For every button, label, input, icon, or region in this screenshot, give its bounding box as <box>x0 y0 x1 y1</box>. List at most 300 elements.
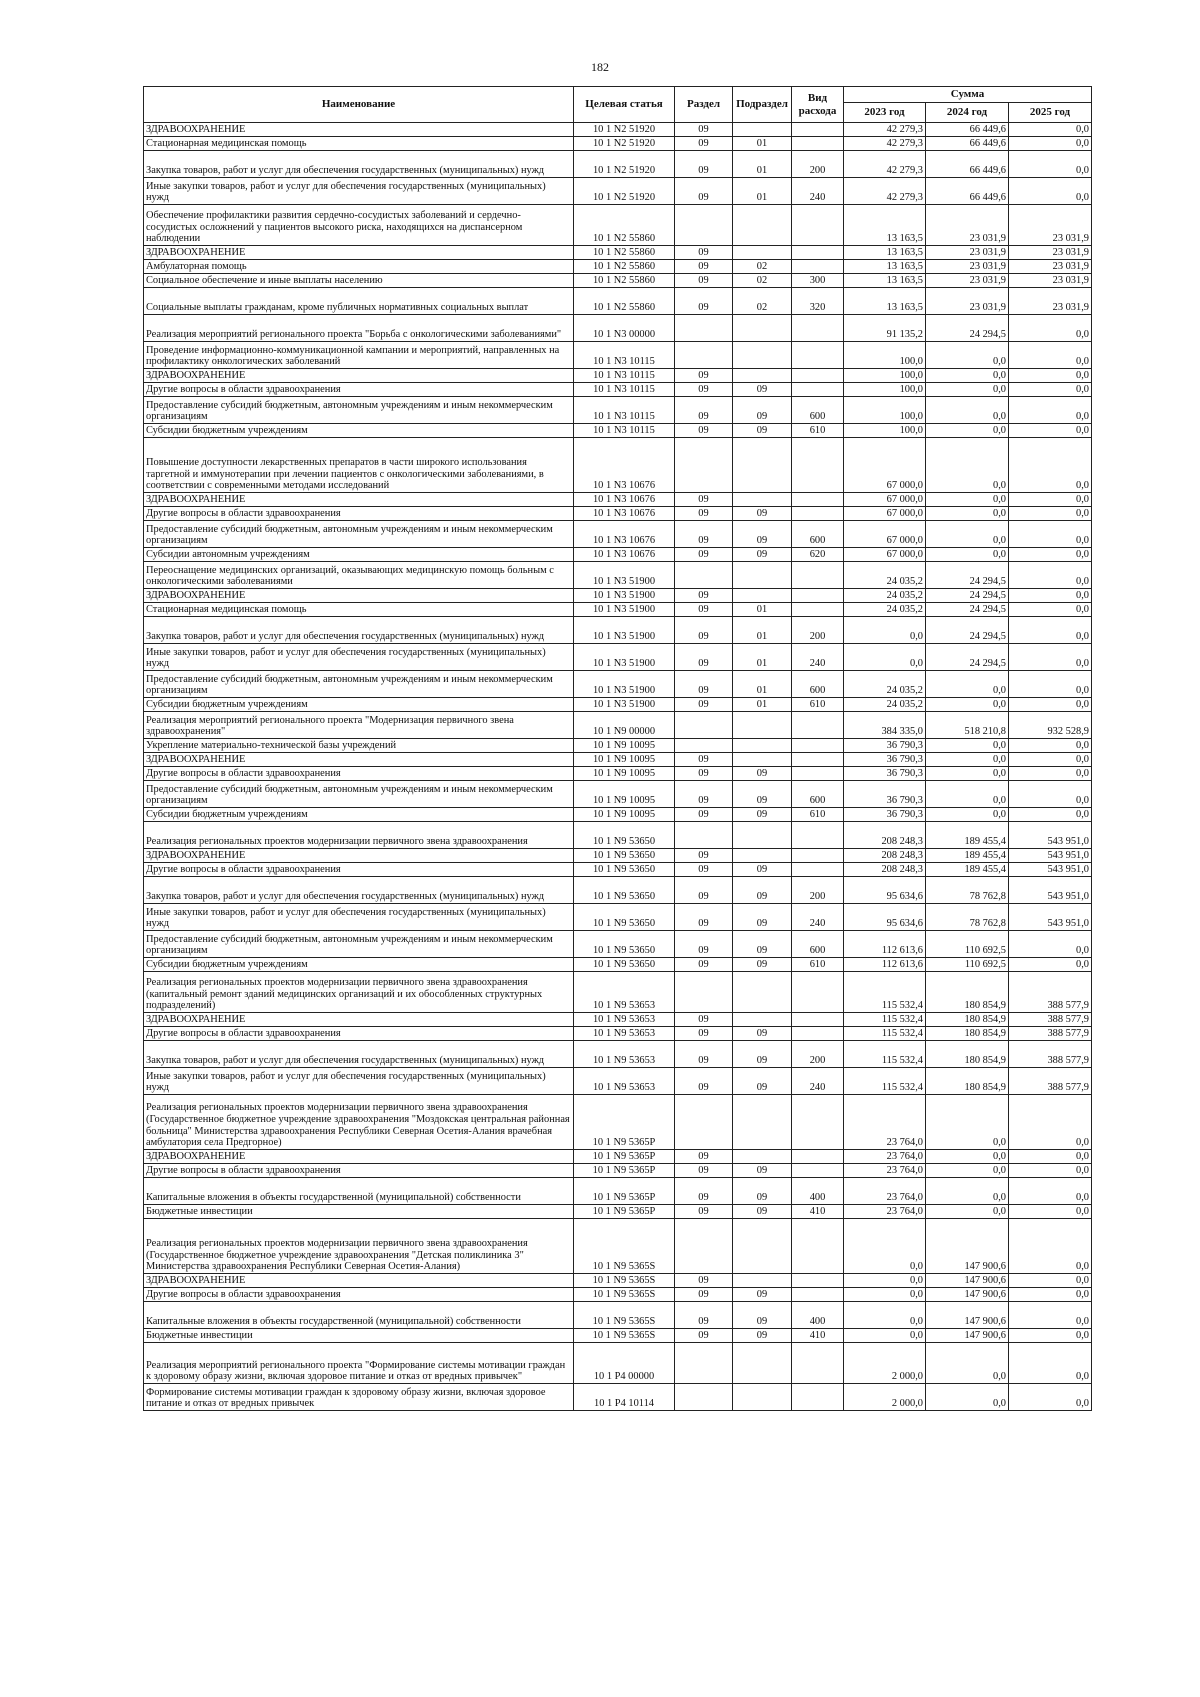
row-amount-2023: 0,0 <box>844 1219 926 1274</box>
row-target-code: 10 1 N9 53653 <box>574 1068 675 1095</box>
row-subsection <box>733 1343 792 1384</box>
row-section: 09 <box>675 507 733 521</box>
row-expense-type <box>792 1343 844 1384</box>
row-amount-2023: 208 248,3 <box>844 822 926 849</box>
header-2023: 2023 год <box>844 103 926 123</box>
row-amount-2024: 0,0 <box>926 698 1009 712</box>
row-section <box>675 1343 733 1384</box>
row-subsection <box>733 369 792 383</box>
row-amount-2023: 36 790,3 <box>844 808 926 822</box>
row-amount-2024: 189 455,4 <box>926 849 1009 863</box>
row-section: 09 <box>675 548 733 562</box>
row-expense-type <box>792 753 844 767</box>
row-amount-2024: 0,0 <box>926 521 1009 548</box>
row-target-code: 10 1 N9 53650 <box>574 849 675 863</box>
row-name: Другие вопросы в области здравоохранения <box>144 1027 574 1041</box>
header-name: Наименование <box>144 87 574 123</box>
row-amount-2023: 23 764,0 <box>844 1150 926 1164</box>
row-amount-2025: 0,0 <box>1009 1150 1092 1164</box>
table-row <box>144 315 1092 342</box>
row-amount-2025: 0,0 <box>1009 424 1092 438</box>
row-amount-2025: 0,0 <box>1009 644 1092 671</box>
row-expense-type <box>792 1288 844 1302</box>
row-target-code: 10 1 N3 10115 <box>574 424 675 438</box>
row-name: Иные закупки товаров, работ и услуг для обеспечения государственных (муниципальных) нужд <box>144 644 574 671</box>
row-target-code: 10 1 N2 51920 <box>574 151 675 178</box>
row-subsection: 09 <box>733 904 792 931</box>
row-target-code: 10 1 N9 10095 <box>574 767 675 781</box>
row-section: 09 <box>675 1274 733 1288</box>
row-subsection: 09 <box>733 808 792 822</box>
table-row <box>144 1288 1092 1302</box>
row-amount-2023: 23 764,0 <box>844 1178 926 1205</box>
row-amount-2025: 0,0 <box>1009 562 1092 589</box>
row-name: Формирование системы мотивации граждан к здоровому образу жизни, включая здоровое питание и отказ от вредных привычек <box>144 1384 574 1411</box>
row-subsection: 09 <box>733 507 792 521</box>
row-amount-2023: 208 248,3 <box>844 849 926 863</box>
row-expense-type: 240 <box>792 178 844 205</box>
row-target-code: 10 1 N9 5365S <box>574 1274 675 1288</box>
row-subsection <box>733 972 792 1013</box>
row-amount-2025: 543 951,0 <box>1009 849 1092 863</box>
row-subsection: 09 <box>733 877 792 904</box>
row-amount-2024: 0,0 <box>926 808 1009 822</box>
row-target-code: 10 1 N2 55860 <box>574 274 675 288</box>
row-amount-2024: 147 900,6 <box>926 1274 1009 1288</box>
table-row <box>144 931 1092 958</box>
row-amount-2023: 115 532,4 <box>844 1041 926 1068</box>
table-row <box>144 288 1092 315</box>
row-amount-2024: 24 294,5 <box>926 644 1009 671</box>
row-section: 09 <box>675 617 733 644</box>
row-section: 09 <box>675 1288 733 1302</box>
row-name: ЗДРАВООХРАНЕНИЕ <box>144 493 574 507</box>
row-amount-2025: 932 528,9 <box>1009 712 1092 739</box>
row-amount-2023: 67 000,0 <box>844 493 926 507</box>
row-name: Другие вопросы в области здравоохранения <box>144 383 574 397</box>
row-amount-2024: 78 762,8 <box>926 877 1009 904</box>
row-expense-type <box>792 1095 844 1150</box>
row-amount-2023: 2 000,0 <box>844 1343 926 1384</box>
row-name: Реализация мероприятий регионального проекта "Борьба с онкологическими заболеваниями" <box>144 315 574 342</box>
row-amount-2024: 180 854,9 <box>926 1013 1009 1027</box>
row-expense-type <box>792 315 844 342</box>
row-amount-2025: 543 951,0 <box>1009 822 1092 849</box>
row-amount-2024: 0,0 <box>926 397 1009 424</box>
row-amount-2023: 115 532,4 <box>844 1027 926 1041</box>
row-target-code: 10 1 N9 53653 <box>574 1027 675 1041</box>
row-amount-2023: 24 035,2 <box>844 603 926 617</box>
row-name: Закупка товаров, работ и услуг для обеспечения государственных (муниципальных) нужд <box>144 151 574 178</box>
row-amount-2023: 13 163,5 <box>844 274 926 288</box>
row-name: Другие вопросы в области здравоохранения <box>144 1288 574 1302</box>
row-subsection <box>733 562 792 589</box>
row-amount-2025: 0,0 <box>1009 767 1092 781</box>
row-amount-2024: 78 762,8 <box>926 904 1009 931</box>
row-target-code: 10 1 N3 10676 <box>574 521 675 548</box>
row-subsection <box>733 1013 792 1027</box>
table-body <box>144 123 1092 1411</box>
row-amount-2025: 0,0 <box>1009 1095 1092 1150</box>
row-name: Стационарная медицинская помощь <box>144 137 574 151</box>
row-amount-2025: 0,0 <box>1009 1205 1092 1219</box>
row-subsection: 02 <box>733 260 792 274</box>
row-section: 09 <box>675 383 733 397</box>
row-section <box>675 562 733 589</box>
row-expense-type <box>792 712 844 739</box>
row-amount-2024: 0,0 <box>926 342 1009 369</box>
row-subsection: 09 <box>733 548 792 562</box>
row-amount-2024: 189 455,4 <box>926 822 1009 849</box>
row-amount-2025: 0,0 <box>1009 589 1092 603</box>
row-name: Реализация мероприятий регионального проекта "Формирование системы мотивации граждан к здоровому образу жизни, включая здоровое питание и отказ от вредных привычек" <box>144 1343 574 1384</box>
row-name: Субсидии бюджетным учреждениям <box>144 698 574 712</box>
row-subsection <box>733 1219 792 1274</box>
row-expense-type: 200 <box>792 617 844 644</box>
row-name: Реализация региональных проектов модернизации первичного звена здравоохранения (капитальный ремонт зданий медицинских организаций и их обособленных структурных подразделений) <box>144 972 574 1013</box>
row-amount-2024: 0,0 <box>926 383 1009 397</box>
row-target-code: 10 1 N3 10676 <box>574 507 675 521</box>
row-subsection: 09 <box>733 521 792 548</box>
row-expense-type <box>792 589 844 603</box>
row-amount-2025: 0,0 <box>1009 369 1092 383</box>
table-row <box>144 767 1092 781</box>
row-target-code: 10 1 N3 51900 <box>574 698 675 712</box>
row-subsection: 09 <box>733 958 792 972</box>
row-amount-2025: 388 577,9 <box>1009 1013 1092 1027</box>
row-name: ЗДРАВООХРАНЕНИЕ <box>144 369 574 383</box>
row-expense-type <box>792 1013 844 1027</box>
row-amount-2023: 67 000,0 <box>844 507 926 521</box>
row-section: 09 <box>675 521 733 548</box>
row-subsection: 09 <box>733 1178 792 1205</box>
row-amount-2024: 180 854,9 <box>926 1027 1009 1041</box>
row-amount-2024: 0,0 <box>926 493 1009 507</box>
row-amount-2025: 0,0 <box>1009 315 1092 342</box>
table-row <box>144 397 1092 424</box>
row-amount-2024: 147 900,6 <box>926 1219 1009 1274</box>
row-target-code: 10 1 N3 10115 <box>574 397 675 424</box>
row-name: Субсидии бюджетным учреждениям <box>144 958 574 972</box>
row-expense-type: 400 <box>792 1178 844 1205</box>
row-section <box>675 822 733 849</box>
row-expense-type: 200 <box>792 151 844 178</box>
row-amount-2023: 23 764,0 <box>844 1164 926 1178</box>
row-target-code: 10 1 N9 53653 <box>574 1041 675 1068</box>
row-section: 09 <box>675 1302 733 1329</box>
budget-table <box>143 86 1092 1411</box>
row-expense-type <box>792 1164 844 1178</box>
row-expense-type <box>792 1384 844 1411</box>
table-row <box>144 438 1092 493</box>
row-target-code: 10 1 N3 51900 <box>574 617 675 644</box>
row-amount-2025: 0,0 <box>1009 603 1092 617</box>
row-amount-2024: 24 294,5 <box>926 617 1009 644</box>
row-subsection <box>733 712 792 739</box>
row-subsection: 01 <box>733 178 792 205</box>
row-expense-type: 410 <box>792 1329 844 1343</box>
row-amount-2025: 388 577,9 <box>1009 972 1092 1013</box>
table-row <box>144 178 1092 205</box>
row-amount-2024: 0,0 <box>926 781 1009 808</box>
row-amount-2023: 0,0 <box>844 1329 926 1343</box>
row-name: Иные закупки товаров, работ и услуг для обеспечения государственных (муниципальных) нужд <box>144 904 574 931</box>
row-name: Другие вопросы в области здравоохранения <box>144 863 574 877</box>
row-target-code: 10 1 N9 5365P <box>574 1178 675 1205</box>
row-section <box>675 1219 733 1274</box>
row-subsection: 09 <box>733 1302 792 1329</box>
row-target-code: 10 1 N2 55860 <box>574 260 675 274</box>
table-row <box>144 1219 1092 1274</box>
row-amount-2024: 0,0 <box>926 671 1009 698</box>
row-expense-type <box>792 369 844 383</box>
row-target-code: 10 1 N9 53650 <box>574 931 675 958</box>
table-row <box>144 822 1092 849</box>
row-target-code: 10 1 P4 00000 <box>574 1343 675 1384</box>
row-section: 09 <box>675 1013 733 1027</box>
row-expense-type <box>792 383 844 397</box>
row-subsection <box>733 822 792 849</box>
row-amount-2023: 42 279,3 <box>844 137 926 151</box>
row-name: Переоснащение медицинских организаций, оказывающих медицинскую помощь больным с онкологическими заболеваниями <box>144 562 574 589</box>
row-section: 09 <box>675 904 733 931</box>
row-name: Реализация региональных проектов модернизации первичного звена здравоохранения (Государственное бюджетное учреждение здравоохранения "Детская поликлиника 3" Министерства здравоохранения Республики Северная Осетия-Алания) <box>144 1219 574 1274</box>
row-subsection: 09 <box>733 767 792 781</box>
row-target-code: 10 1 N2 51920 <box>574 123 675 137</box>
row-target-code: 10 1 N9 53653 <box>574 1013 675 1027</box>
row-subsection <box>733 739 792 753</box>
row-name: ЗДРАВООХРАНЕНИЕ <box>144 1013 574 1027</box>
row-amount-2023: 115 532,4 <box>844 972 926 1013</box>
row-expense-type: 600 <box>792 521 844 548</box>
row-amount-2024: 24 294,5 <box>926 589 1009 603</box>
row-expense-type <box>792 972 844 1013</box>
row-amount-2023: 13 163,5 <box>844 288 926 315</box>
row-amount-2025: 23 031,9 <box>1009 246 1092 260</box>
row-subsection: 09 <box>733 781 792 808</box>
row-amount-2025: 0,0 <box>1009 808 1092 822</box>
row-target-code: 10 1 N3 10115 <box>574 342 675 369</box>
row-section: 09 <box>675 958 733 972</box>
row-amount-2025: 0,0 <box>1009 1178 1092 1205</box>
row-target-code: 10 1 N3 10115 <box>574 383 675 397</box>
row-amount-2024: 0,0 <box>926 548 1009 562</box>
row-amount-2023: 100,0 <box>844 369 926 383</box>
table-row <box>144 739 1092 753</box>
table-header <box>144 87 1092 123</box>
table-row <box>144 1274 1092 1288</box>
row-expense-type: 240 <box>792 1068 844 1095</box>
row-amount-2023: 24 035,2 <box>844 671 926 698</box>
row-amount-2025: 0,0 <box>1009 438 1092 493</box>
table-row <box>144 246 1092 260</box>
table-row <box>144 863 1092 877</box>
row-subsection: 09 <box>733 1205 792 1219</box>
row-name: ЗДРАВООХРАНЕНИЕ <box>144 849 574 863</box>
row-amount-2023: 13 163,5 <box>844 246 926 260</box>
row-name: Капитальные вложения в объекты государственной (муниципальной) собственности <box>144 1178 574 1205</box>
table-row <box>144 123 1092 137</box>
row-amount-2024: 180 854,9 <box>926 1041 1009 1068</box>
row-amount-2023: 42 279,3 <box>844 123 926 137</box>
row-expense-type: 600 <box>792 397 844 424</box>
row-amount-2025: 0,0 <box>1009 137 1092 151</box>
row-subsection: 09 <box>733 863 792 877</box>
table-row <box>144 342 1092 369</box>
row-subsection: 01 <box>733 698 792 712</box>
row-target-code: 10 1 N9 53650 <box>574 877 675 904</box>
row-target-code: 10 1 N9 53650 <box>574 822 675 849</box>
row-amount-2025: 0,0 <box>1009 1384 1092 1411</box>
row-section: 09 <box>675 603 733 617</box>
row-name: Капитальные вложения в объекты государственной (муниципальной) собственности <box>144 1302 574 1329</box>
row-subsection <box>733 1384 792 1411</box>
row-name: ЗДРАВООХРАНЕНИЕ <box>144 1274 574 1288</box>
row-name: ЗДРАВООХРАНЕНИЕ <box>144 1150 574 1164</box>
table-row <box>144 603 1092 617</box>
table-row <box>144 1150 1092 1164</box>
row-subsection: 09 <box>733 1329 792 1343</box>
row-section: 09 <box>675 863 733 877</box>
row-name: Социальное обеспечение и иные выплаты населению <box>144 274 574 288</box>
row-name: Стационарная медицинская помощь <box>144 603 574 617</box>
row-section: 09 <box>675 1164 733 1178</box>
row-amount-2023: 23 764,0 <box>844 1205 926 1219</box>
row-amount-2023: 24 035,2 <box>844 589 926 603</box>
row-expense-type: 320 <box>792 288 844 315</box>
row-amount-2023: 24 035,2 <box>844 562 926 589</box>
row-target-code: 10 1 N9 5365S <box>574 1329 675 1343</box>
row-section <box>675 315 733 342</box>
row-amount-2023: 36 790,3 <box>844 753 926 767</box>
row-target-code: 10 1 N9 5365P <box>574 1164 675 1178</box>
header-2024: 2024 год <box>926 103 1009 123</box>
row-amount-2025: 0,0 <box>1009 931 1092 958</box>
row-target-code: 10 1 N2 55860 <box>574 246 675 260</box>
row-target-code: 10 1 N9 10095 <box>574 739 675 753</box>
row-expense-type <box>792 1219 844 1274</box>
row-section: 09 <box>675 1068 733 1095</box>
row-subsection <box>733 753 792 767</box>
row-amount-2024: 189 455,4 <box>926 863 1009 877</box>
row-section: 09 <box>675 288 733 315</box>
row-subsection <box>733 849 792 863</box>
row-amount-2024: 24 294,5 <box>926 562 1009 589</box>
row-target-code: 10 1 N9 5365P <box>574 1095 675 1150</box>
row-amount-2025: 543 951,0 <box>1009 863 1092 877</box>
row-amount-2023: 24 035,2 <box>844 698 926 712</box>
table-row <box>144 1302 1092 1329</box>
table-row <box>144 712 1092 739</box>
row-section: 09 <box>675 151 733 178</box>
row-amount-2023: 36 790,3 <box>844 767 926 781</box>
row-subsection: 01 <box>733 644 792 671</box>
row-section: 09 <box>675 1205 733 1219</box>
row-amount-2023: 67 000,0 <box>844 521 926 548</box>
row-subsection: 09 <box>733 931 792 958</box>
row-amount-2024: 23 031,9 <box>926 288 1009 315</box>
header-expense-type: Вид расхода <box>792 87 844 123</box>
table-row <box>144 1178 1092 1205</box>
table-row <box>144 205 1092 246</box>
row-amount-2023: 100,0 <box>844 383 926 397</box>
table-row <box>144 562 1092 589</box>
row-name: Субсидии бюджетным учреждениям <box>144 808 574 822</box>
table-row <box>144 383 1092 397</box>
row-name: Обеспечение профилактики развития сердечно-сосудистых заболеваний и сердечно-сосудистых осложнений у пациентов высокого риска, находящихся на диспансерном наблюдении <box>144 205 574 246</box>
row-expense-type: 610 <box>792 808 844 822</box>
row-amount-2025: 388 577,9 <box>1009 1041 1092 1068</box>
row-subsection: 09 <box>733 383 792 397</box>
row-section: 09 <box>675 260 733 274</box>
row-section: 09 <box>675 767 733 781</box>
row-target-code: 10 1 N9 10095 <box>574 781 675 808</box>
row-amount-2023: 95 634,6 <box>844 904 926 931</box>
row-target-code: 10 1 N2 55860 <box>574 205 675 246</box>
row-amount-2024: 0,0 <box>926 1343 1009 1384</box>
row-expense-type: 200 <box>792 877 844 904</box>
row-name: Бюджетные инвестиции <box>144 1329 574 1343</box>
row-subsection <box>733 205 792 246</box>
row-amount-2025: 388 577,9 <box>1009 1068 1092 1095</box>
row-amount-2024: 23 031,9 <box>926 205 1009 246</box>
row-target-code: 10 1 N3 51900 <box>574 603 675 617</box>
row-section: 09 <box>675 671 733 698</box>
row-amount-2023: 42 279,3 <box>844 151 926 178</box>
table-row <box>144 137 1092 151</box>
table-row <box>144 589 1092 603</box>
row-section <box>675 342 733 369</box>
row-name: ЗДРАВООХРАНЕНИЕ <box>144 589 574 603</box>
row-amount-2024: 0,0 <box>926 1164 1009 1178</box>
row-amount-2024: 0,0 <box>926 753 1009 767</box>
row-expense-type: 600 <box>792 931 844 958</box>
row-amount-2023: 67 000,0 <box>844 438 926 493</box>
row-name: Другие вопросы в области здравоохранения <box>144 507 574 521</box>
row-name: Бюджетные инвестиции <box>144 1205 574 1219</box>
row-amount-2024: 0,0 <box>926 1095 1009 1150</box>
row-subsection: 09 <box>733 1027 792 1041</box>
row-amount-2023: 23 764,0 <box>844 1095 926 1150</box>
row-subsection: 09 <box>733 424 792 438</box>
row-target-code: 10 1 N9 5365S <box>574 1302 675 1329</box>
row-amount-2025: 0,0 <box>1009 1164 1092 1178</box>
row-amount-2025: 0,0 <box>1009 151 1092 178</box>
row-amount-2023: 112 613,6 <box>844 931 926 958</box>
row-expense-type: 600 <box>792 671 844 698</box>
row-amount-2023: 384 335,0 <box>844 712 926 739</box>
row-amount-2024: 0,0 <box>926 1384 1009 1411</box>
row-name: ЗДРАВООХРАНЕНИЕ <box>144 123 574 137</box>
row-expense-type <box>792 1274 844 1288</box>
row-amount-2025: 23 031,9 <box>1009 288 1092 315</box>
row-section: 09 <box>675 493 733 507</box>
row-section: 09 <box>675 1329 733 1343</box>
row-amount-2025: 23 031,9 <box>1009 205 1092 246</box>
row-name: ЗДРАВООХРАНЕНИЕ <box>144 246 574 260</box>
row-section: 09 <box>675 753 733 767</box>
row-target-code: 10 1 N9 00000 <box>574 712 675 739</box>
row-amount-2024: 0,0 <box>926 1178 1009 1205</box>
row-expense-type <box>792 342 844 369</box>
row-name: Иные закупки товаров, работ и услуг для обеспечения государственных (муниципальных) нужд <box>144 178 574 205</box>
row-expense-type <box>792 205 844 246</box>
row-amount-2023: 100,0 <box>844 424 926 438</box>
row-expense-type: 300 <box>792 274 844 288</box>
row-amount-2025: 388 577,9 <box>1009 1027 1092 1041</box>
row-amount-2024: 110 692,5 <box>926 958 1009 972</box>
row-amount-2025: 543 951,0 <box>1009 877 1092 904</box>
